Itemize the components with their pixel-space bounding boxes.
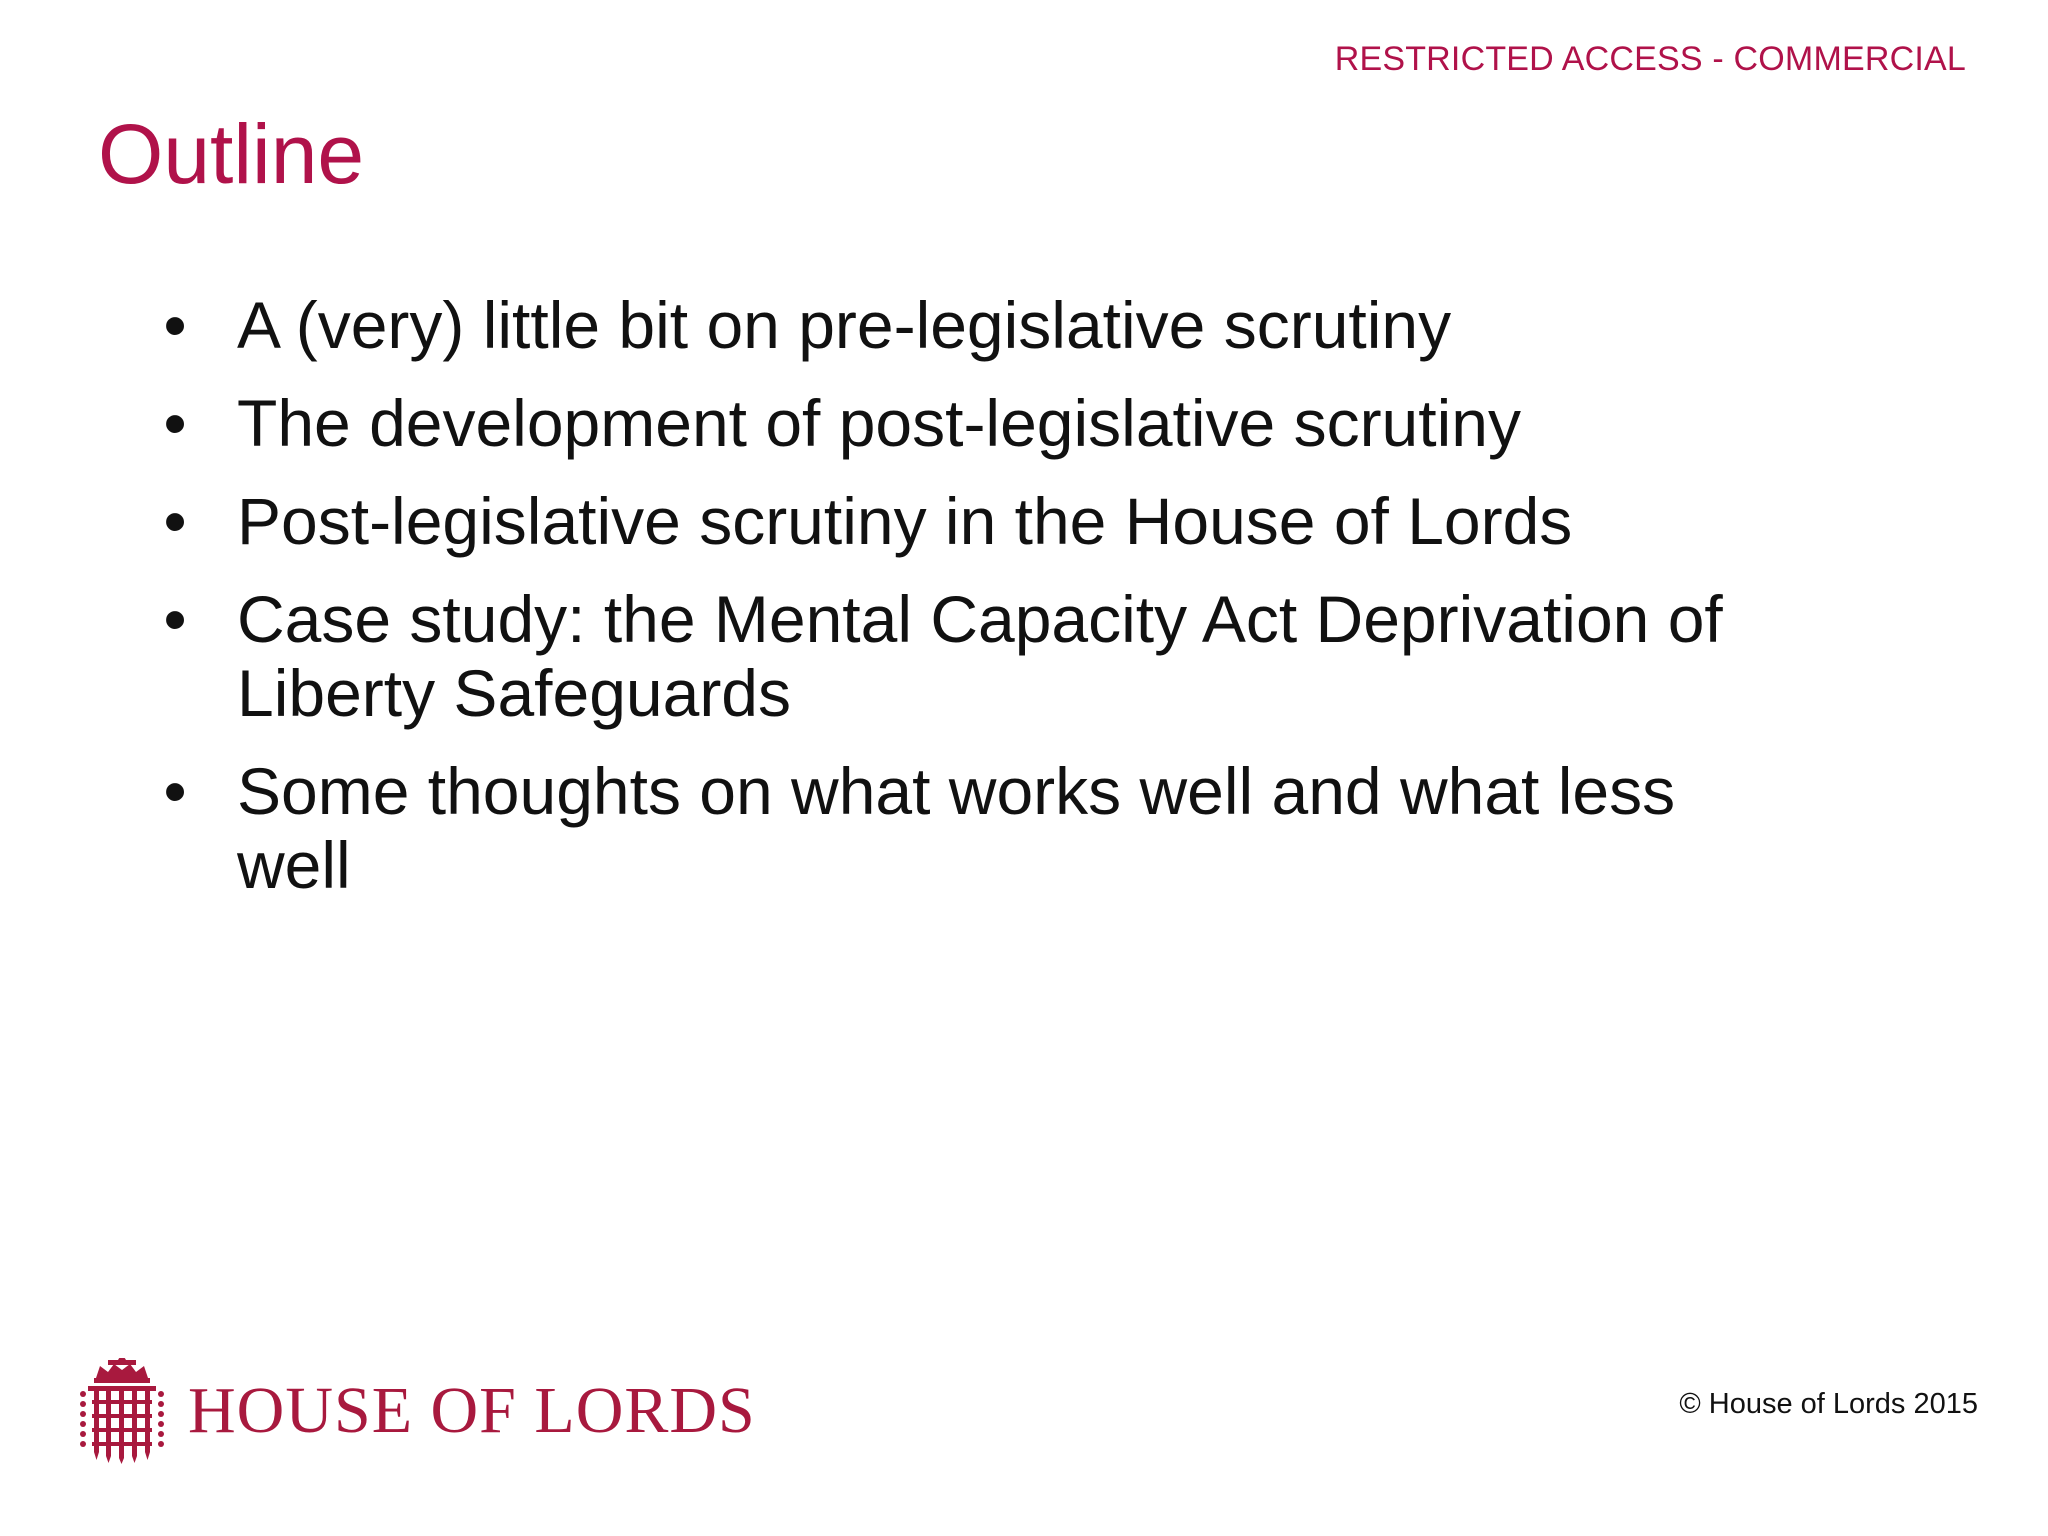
bullet-item [155, 288, 1755, 362]
bullet-glyph: • [163, 754, 187, 828]
bullet-text: A (very) little bit on pre-legislative scrutiny [237, 288, 1452, 362]
logo-wordmark: HOUSE OF LORDS [188, 1374, 756, 1447]
portcullis-icon [78, 1358, 166, 1464]
bullet-item [155, 484, 1755, 558]
slide-title: Outline [98, 107, 365, 201]
house-of-lords-logo [78, 1356, 756, 1466]
bullet-text: Post-legislative scrutiny in the House of Lords [237, 484, 1573, 558]
copyright-notice: © House of Lords 2015 [1679, 1388, 1978, 1420]
bullet-item [155, 582, 1755, 730]
bullet-list [155, 288, 1755, 926]
bullet-glyph: • [163, 386, 187, 460]
bullet-glyph: • [163, 484, 187, 558]
bullet-item [155, 386, 1755, 460]
bullet-text: The development of post-legislative scrutiny [237, 386, 1521, 460]
bullet-text: Case study: the Mental Capacity Act Deprivation of Liberty Safeguards [237, 582, 1723, 730]
classification-label: RESTRICTED ACCESS - COMMERCIAL [1334, 40, 1966, 78]
bullet-glyph: • [163, 582, 187, 656]
bullet-text: Some thoughts on what works well and what less well [237, 754, 1676, 902]
bullet-item [155, 754, 1755, 902]
bullet-glyph: • [163, 288, 187, 362]
